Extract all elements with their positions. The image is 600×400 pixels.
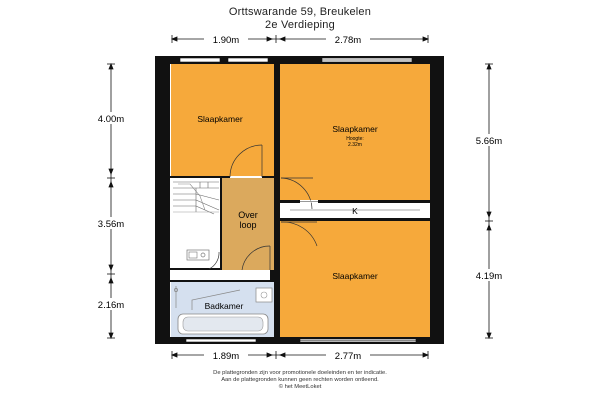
- label-height: Hoogte:: [346, 136, 364, 142]
- dim-left-middle: 3.56m: [97, 219, 125, 230]
- sink-icon: [256, 288, 272, 302]
- dim-right-top: 5.66m: [475, 136, 503, 147]
- dimension-right: [485, 64, 493, 338]
- disclaimer-line-1: De plattegronden zijn voor promotionele doeleinden en ter indicatie.: [213, 370, 387, 376]
- toilet-area: [171, 246, 221, 268]
- dimension-left: [107, 64, 115, 338]
- label-bathroom: Badkamer: [204, 301, 244, 311]
- label-height-value: 2.32m: [348, 142, 362, 148]
- dim-bottom-left: 1.89m: [212, 351, 240, 362]
- label-overloop-1: Over: [238, 210, 258, 220]
- dim-top-right: 2.78m: [334, 35, 362, 46]
- label-bedroom-bottom-right: Slaapkamer: [332, 271, 378, 281]
- dim-top-left: 1.90m: [212, 35, 240, 46]
- disclaimer-line-2: Aan de plattegronden kunnen geen rechten worden ontleend.: [221, 377, 379, 383]
- floor-title: 2e Verdieping: [265, 19, 335, 31]
- label-bedroom-top-left: Slaapkamer: [197, 114, 243, 124]
- address-title: Orttswarande 59, Breukelen: [228, 6, 372, 18]
- dim-left-bottom: 2.16m: [97, 300, 125, 311]
- label-overloop-2: loop: [239, 220, 257, 230]
- label-bedroom-top-right: Slaapkamer: [332, 124, 378, 134]
- label-closet: K: [352, 206, 358, 216]
- copyright: © het MeetLoket: [278, 384, 322, 390]
- bathtub-icon: [178, 314, 268, 334]
- dim-bottom-right: 2.77m: [334, 351, 362, 362]
- dim-right-bottom: 4.19m: [475, 271, 503, 282]
- dim-left-top: 4.00m: [97, 114, 125, 125]
